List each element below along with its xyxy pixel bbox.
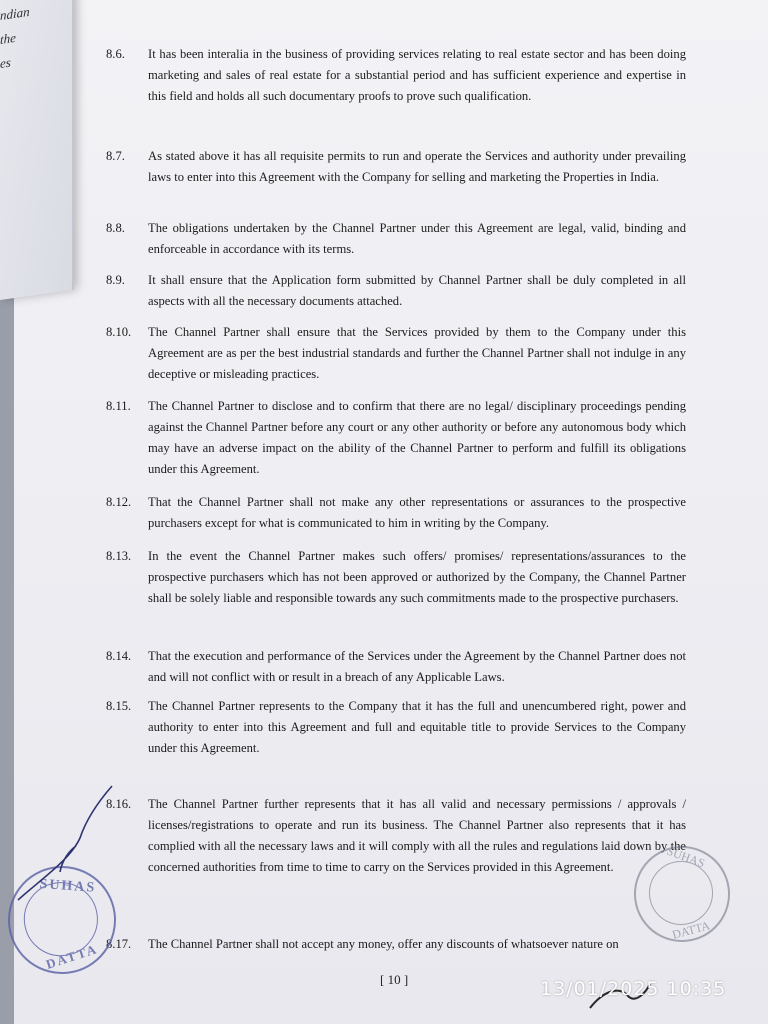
clause-number: 8.9. <box>106 273 125 287</box>
clause-number: 8.10. <box>106 325 132 339</box>
clause-number: 8.7. <box>106 149 125 163</box>
clause-8-15 <box>106 696 686 759</box>
clause-text: That the Channel Partner shall not make any other representations or assurances to the prospective purchasers except for what is communicated to him in writing by the Company. <box>148 495 686 530</box>
clause-number: 8.8. <box>106 221 125 235</box>
clause-number: 8.15. <box>106 699 132 713</box>
clause-text: In the event the Channel Partner makes such offers/ promises/ representations/assurances to the prospective purchasers which has not been approved or authorized by the Company, the Channel Partner shall be solely liable and responsible towards any such commitments made to the prospective purchasers. <box>148 549 686 605</box>
clause-text: The Channel Partner further represents that it has all valid and necessary permissions / approvals / licenses/registrations to operate and run its business. The Channel Partner also represents that it has complied with all the necessary laws and it will comply with all the rules and regulations laid down by the concerned authorities from time to time to carry on the Services provided in this Agreement. <box>148 797 686 874</box>
margin-fragment: ndian <box>0 3 30 24</box>
stamp-inner-ring <box>649 861 713 925</box>
clause-number: 8.12. <box>106 495 132 509</box>
clause-text: It has been interalia in the business of providing services relating to real estate sector and has been doing marketing and sales of real estate for a substantial period and has sufficient experience and expertise in this field and holds all such documentary proofs to prove such qualification. <box>148 47 686 103</box>
margin-fragment: the <box>0 29 16 47</box>
clause-number: 8.17. <box>106 937 132 951</box>
clause-text: The Channel Partner represents to the Company that it has the full and unencumbered right, power and authority to enter into this Agreement and full and equitable title to provide Services to the Company under this Agreement. <box>148 699 686 755</box>
clause-number: 8.13. <box>106 549 132 563</box>
clause-number: 8.16. <box>106 797 132 811</box>
clause-8-11 <box>106 396 686 480</box>
clause-8-12 <box>106 492 686 534</box>
clause-text: That the execution and performance of the Services under the Agreement by the Channel Partner does not and will not conflict with or result in a breach of any Applicable Laws. <box>148 649 686 684</box>
underlying-page-edge <box>0 0 74 300</box>
clause-8-14 <box>106 646 686 688</box>
clause-number: 8.11. <box>106 399 131 413</box>
clause-8-16 <box>106 794 686 899</box>
stamp-top-text: SUHAS <box>39 876 97 896</box>
margin-fragment: es <box>0 54 11 71</box>
clause-number: 8.14. <box>106 649 132 663</box>
stamp-bottom-text: DATTA <box>670 918 712 942</box>
clause-8-13 <box>106 546 686 630</box>
clause-8-6 <box>106 44 686 128</box>
clause-text: The Channel Partner shall not accept any money, offer any discounts of whatsoever nature on <box>148 937 619 951</box>
clause-8-9 <box>106 270 686 312</box>
clause-8-10 <box>106 322 686 385</box>
page-number: [ 10 ] <box>380 972 409 987</box>
stamp-top-text: SUHAS <box>664 843 707 871</box>
clause-8-17 <box>106 934 686 955</box>
clause-number: 8.6. <box>106 47 125 61</box>
clause-text: It shall ensure that the Application form submitted by Channel Partner shall be duly completed in all aspects with all the necessary documents attached. <box>148 273 686 308</box>
stamp-bottom-text: DATTA <box>44 941 100 972</box>
clause-text: The Channel Partner to disclose and to confirm that there are no legal/ disciplinary proceedings pending against the Channel Partner before any court or any other authority or before any autonomous body which may have an adverse impact on the ability of the Channel Partner to perform and fulfill its obligations under this Agreement. <box>148 399 686 476</box>
clause-8-8 <box>106 218 686 260</box>
photo-timestamp: 13/01/2025 10:35 <box>540 978 727 1000</box>
clause-text: As stated above it has all requisite permits to run and operate the Services and authority under prevailing laws to enter into this Agreement with the Company for selling and marketing the Properties in India. <box>148 149 686 184</box>
stamp-right <box>634 843 730 942</box>
clause-8-7 <box>106 146 686 209</box>
clause-text: The obligations undertaken by the Channel Partner under this Agreement are legal, valid, binding and enforceable in accordance with its terms. <box>148 221 686 256</box>
clause-text: The Channel Partner shall ensure that the Services provided by them to the Company under this Agreement are as per the best industrial standards and further the Channel Partner shall not indulge in any deceptive or misleading practices. <box>148 325 686 381</box>
